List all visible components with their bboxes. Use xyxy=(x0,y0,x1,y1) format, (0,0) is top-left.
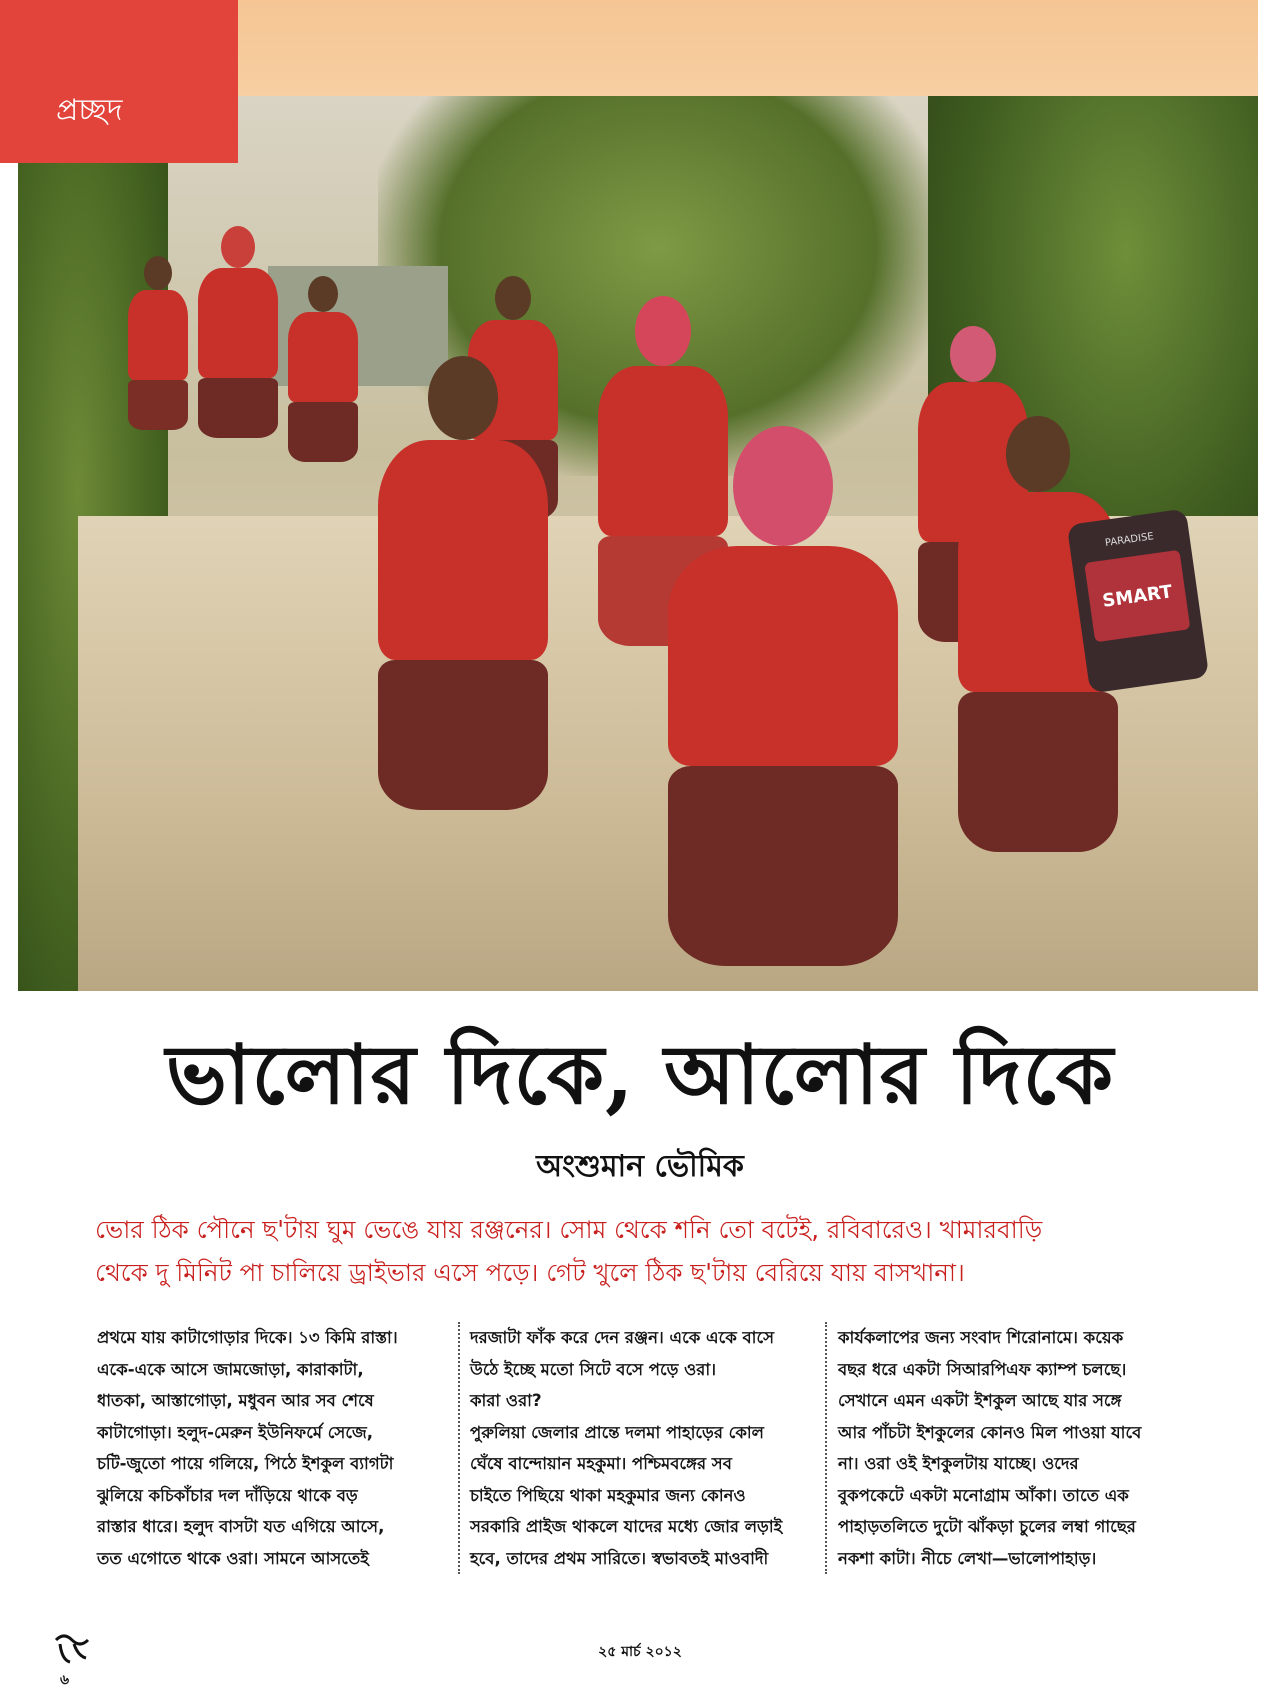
column-divider xyxy=(825,1322,827,1574)
body-line: রাস্তার ধারে। হলুদ বাসটা যত এগিয়ে আসে, xyxy=(97,1517,385,1536)
page-number: ৬ xyxy=(60,1672,70,1688)
article-intro xyxy=(95,1208,1215,1294)
body-line: বুকপকেটে একটা মনোগ্রাম আঁকা। তাতে এক xyxy=(838,1485,1129,1505)
section-tag xyxy=(0,0,238,163)
body-line: তত এগোতে থাকে ওরা। সামনে আসতেই xyxy=(97,1548,369,1568)
article-column-1 xyxy=(97,1322,442,1574)
section-tag-label: প্রচ্ছদ xyxy=(56,93,123,128)
issue-date: ২৫ মার্চ ২০১২ xyxy=(598,1644,682,1660)
body-line: পুরুলিয়া জেলার প্রান্তে দলমা পাহাড়ের কোল xyxy=(470,1422,764,1442)
body-line: কার্যকলাপের জন্য সংবাদ শিরোনামে। কয়েক xyxy=(838,1328,1124,1347)
body-line: পাহাড়তলিতে দুটো ঝাঁকড়া চুলের লম্বা গাছের xyxy=(838,1517,1136,1536)
article-byline: অংশুমান ভৌমিক xyxy=(536,1149,744,1184)
body-line: নকশা কাটা। নীচে লেখা—ভালোপাহাড়। xyxy=(838,1548,1097,1568)
body-line: কাটাগোড়া। হলুদ-মেরুন ইউনিফর্মে সেজে, xyxy=(97,1422,373,1442)
body-line: সেখানে এমন একটা ইশকুল আছে যার সঙ্গে xyxy=(838,1391,1122,1410)
article-column-3 xyxy=(838,1322,1183,1574)
school-bag xyxy=(1067,508,1209,693)
body-line: কারা ওরা? xyxy=(470,1391,542,1410)
cover-photo xyxy=(18,96,1258,991)
body-line: ঘেঁষে বান্দোয়ান মহকুমা। পশ্চিমবঙ্গের সব xyxy=(470,1454,732,1473)
bag-label-small: PARADISE xyxy=(1104,531,1155,549)
body-line: ধাতকা, আস্তাগোড়া, মধুবন আর সব শেষে xyxy=(97,1391,374,1410)
article-column-2 xyxy=(470,1322,815,1574)
body-line: উঠে ইচ্ছে মতো সিটে বসে পড়ে ওরা। xyxy=(470,1359,717,1379)
body-line: আর পাঁচটা ইশকুলের কোনও মিল পাওয়া যাবে xyxy=(838,1422,1142,1442)
body-line: দরজাটা ফাঁক করে দেন রঞ্জন। একে একে বাসে xyxy=(470,1328,774,1347)
body-line: সরকারি প্রাইজ থাকলে যাদের মধ্যে জোর লড়াই xyxy=(470,1517,783,1536)
intro-line: থেকে দু মিনিট পা চালিয়ে ড্রাইভার এসে পড়ে। গেট খুলে ঠিক ছ'টায় বেরিয়ে যায় বাসখানা। xyxy=(95,1258,965,1287)
body-line: বছর ধরে একটা সিআরপিএফ ক্যাম্প চলছে। xyxy=(838,1359,1127,1379)
bag-label: SMART xyxy=(1101,581,1174,612)
body-line: একে-একে আসে জামজোড়া, কারাকাটা, xyxy=(97,1359,364,1379)
intro-line: ভোর ঠিক পৌনে ছ'টায় ঘুম ভেঙে যায় রঞ্জনের। সোম থেকে শনি তো বটেই, রবিবারেও। খামারবাড়ি xyxy=(95,1215,1043,1244)
body-line: না। ওরা ওই ইশকুলটায় যাচ্ছে। ওদের xyxy=(838,1454,1079,1473)
body-line: চাইতে পিছিয়ে থাকা মহকুমার জন্য কোনও xyxy=(470,1485,746,1505)
body-line: ঝুলিয়ে কচিকাঁচার দল দাঁড়িয়ে থাকে বড় xyxy=(97,1485,358,1505)
body-line: প্রথমে যায় কাটাগোড়ার দিকে। ১৩ কিমি রাস্তা। xyxy=(97,1328,398,1347)
article-headline: ভালোর দিকে, আলোর দিকে xyxy=(165,1027,1115,1123)
body-line: হবে, তাদের প্রথম সারিতে। স্বভাবতই মাওবাদী xyxy=(470,1548,769,1568)
body-line: চটি-জুতো পায়ে গলিয়ে, পিঠে ইশকুল ব্যাগটা xyxy=(97,1454,394,1473)
column-divider xyxy=(458,1322,460,1574)
